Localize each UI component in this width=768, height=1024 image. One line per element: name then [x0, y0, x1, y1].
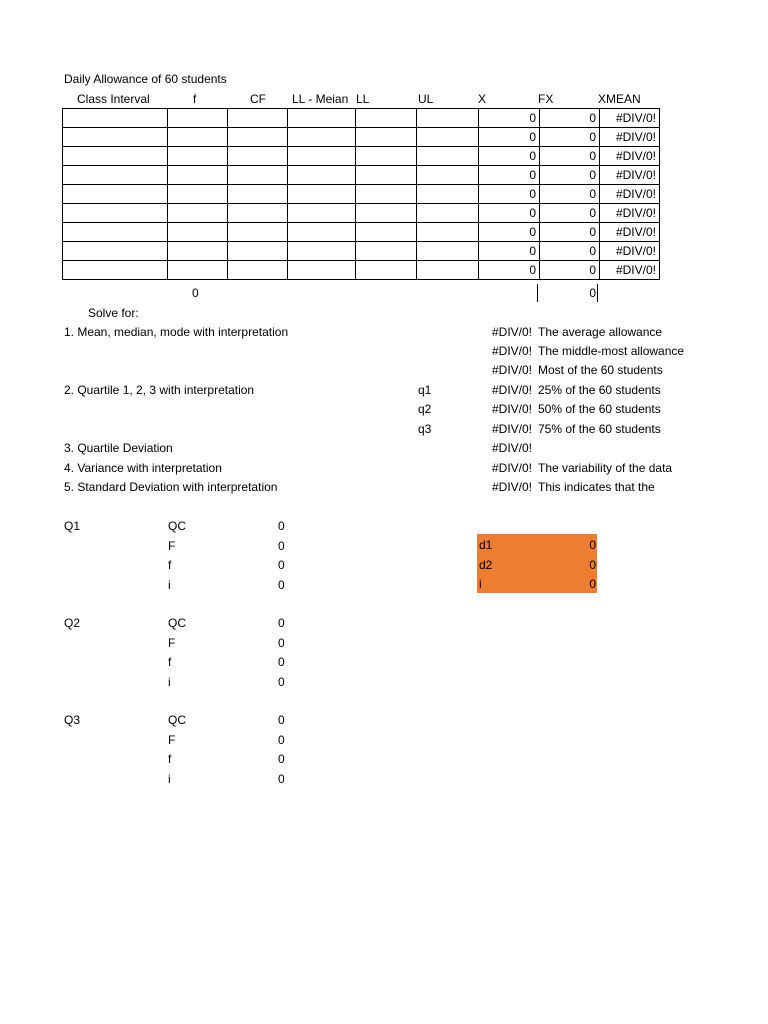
header-xmean: XMEAN — [598, 92, 641, 106]
cell-empty[interactable] — [288, 166, 356, 185]
quartile-value: 0 — [278, 752, 285, 766]
cell-empty[interactable] — [356, 166, 417, 185]
cell-xmean[interactable]: #DIV/0! — [600, 147, 660, 166]
frequency-table — [62, 108, 660, 280]
quartile-value: 0 — [278, 558, 285, 572]
answer-interpretation: This indicates that the — [538, 480, 655, 494]
mode-key: d2 — [479, 557, 493, 572]
answer-interpretation: 25% of the 60 students — [538, 383, 661, 397]
cell-xmean[interactable]: #DIV/0! — [600, 166, 660, 185]
cell-x[interactable]: 0 — [479, 109, 540, 128]
cell-empty[interactable] — [228, 147, 288, 166]
cell-empty[interactable] — [288, 185, 356, 204]
cell-x[interactable]: 0 — [479, 185, 540, 204]
quartile-value: 0 — [278, 674, 285, 689]
answer-interpretation: 50% of the 60 students — [538, 402, 661, 416]
answer-label: q3 — [418, 422, 432, 436]
quartile-value: 0 — [278, 771, 285, 786]
quartile-value: 0 — [278, 655, 285, 669]
cell-empty[interactable] — [417, 185, 479, 204]
table-row — [63, 128, 660, 147]
cell-empty[interactable] — [288, 223, 356, 242]
cell-empty[interactable] — [63, 128, 168, 147]
cell-empty[interactable] — [168, 261, 228, 280]
cell-xmean[interactable]: #DIV/0! — [600, 109, 660, 128]
cell-empty[interactable] — [356, 128, 417, 147]
cell-empty[interactable] — [228, 261, 288, 280]
cell-empty[interactable] — [417, 261, 479, 280]
table-row — [63, 185, 660, 204]
cell-empty[interactable] — [168, 128, 228, 147]
quartile-key: f — [168, 752, 172, 766]
cell-empty[interactable] — [356, 242, 417, 261]
answer-value: #DIV/0! — [492, 344, 533, 358]
mode-value: 0 — [589, 557, 596, 572]
table-row — [63, 242, 660, 261]
cell-empty[interactable] — [417, 166, 479, 185]
cell-empty[interactable] — [63, 185, 168, 204]
answer-label: q1 — [418, 383, 432, 397]
table-row — [63, 147, 660, 166]
question-2: 2. Quartile 1, 2, 3 with interpretation — [64, 383, 255, 397]
cell-xmean[interactable]: #DIV/0! — [600, 185, 660, 204]
quartile-key: f — [168, 655, 172, 669]
total-divider-2 — [597, 284, 598, 302]
table-row — [63, 223, 660, 242]
quartile-name: Q1 — [64, 519, 81, 533]
header-ul: UL — [418, 92, 434, 106]
cell-empty[interactable] — [288, 109, 356, 128]
quartile-key: f — [168, 558, 172, 572]
cell-empty[interactable] — [288, 204, 356, 223]
cell-xmean[interactable]: #DIV/0! — [600, 223, 660, 242]
quartile-value: 0 — [278, 732, 285, 747]
question-1: 1. Mean, median, mode with interpretation — [64, 325, 289, 339]
cell-empty[interactable] — [168, 223, 228, 242]
mode-value: 0 — [589, 538, 596, 552]
quartile-key: F — [168, 732, 176, 747]
answer-value: #DIV/0! — [492, 441, 533, 455]
answer-value: #DIV/0! — [492, 480, 533, 494]
cell-fx[interactable]: 0 — [540, 147, 600, 166]
question-4: 4. Variance with interpretation — [64, 461, 222, 475]
cell-empty[interactable] — [228, 128, 288, 147]
table-row — [63, 204, 660, 223]
header-class-interval: Class Interval — [77, 92, 150, 106]
cell-empty[interactable] — [417, 242, 479, 261]
answer-label: q2 — [418, 402, 432, 416]
cell-empty[interactable] — [288, 128, 356, 147]
cell-empty[interactable] — [417, 204, 479, 223]
cell-x[interactable]: 0 — [479, 242, 540, 261]
cell-empty[interactable] — [228, 185, 288, 204]
cell-xmean[interactable]: #DIV/0! — [600, 242, 660, 261]
cell-empty[interactable] — [63, 242, 168, 261]
quartile-value: 0 — [278, 538, 285, 553]
cell-empty[interactable] — [356, 261, 417, 280]
table-row — [63, 261, 660, 280]
cell-x[interactable]: 0 — [479, 166, 540, 185]
header-ll: LL — [356, 92, 370, 106]
cell-xmean[interactable]: #DIV/0! — [600, 204, 660, 223]
cell-empty[interactable] — [417, 128, 479, 147]
quartile-value: 0 — [278, 519, 285, 533]
cell-empty[interactable] — [356, 147, 417, 166]
table-row — [63, 166, 660, 185]
quartile-name: Q2 — [64, 616, 81, 630]
cell-x[interactable]: 0 — [479, 223, 540, 242]
cell-x[interactable]: 0 — [479, 128, 540, 147]
answer-interpretation: The variability of the data — [538, 461, 673, 475]
cell-empty[interactable] — [168, 109, 228, 128]
cell-empty[interactable] — [228, 242, 288, 261]
question-5: 5. Standard Deviation with interpretation — [64, 480, 278, 494]
cell-empty[interactable] — [63, 166, 168, 185]
cell-empty[interactable] — [168, 204, 228, 223]
quartile-value: 0 — [278, 577, 285, 592]
quartile-key: QC — [168, 713, 186, 727]
cell-empty[interactable] — [228, 204, 288, 223]
solve-for-label: Solve for: — [88, 306, 139, 320]
quartile-key: QC — [168, 519, 186, 533]
header-f: f — [193, 92, 197, 106]
cell-empty[interactable] — [417, 147, 479, 166]
mode-key: i — [479, 577, 482, 591]
answer-interpretation: 75% of the 60 students — [538, 422, 661, 436]
quartile-key: i — [168, 577, 171, 592]
cell-xmean[interactable]: #DIV/0! — [600, 128, 660, 147]
cell-fx[interactable]: 0 — [540, 223, 600, 242]
cell-empty[interactable] — [417, 109, 479, 128]
cell-empty[interactable] — [63, 109, 168, 128]
cell-empty[interactable] — [63, 223, 168, 242]
answer-value: #DIV/0! — [492, 402, 533, 416]
answer-value: #DIV/0! — [492, 461, 533, 475]
header-fx: FX — [538, 92, 554, 106]
cell-empty[interactable] — [63, 204, 168, 223]
cell-fx[interactable]: 0 — [540, 166, 600, 185]
quartile-key: F — [168, 538, 176, 553]
cell-empty[interactable] — [356, 204, 417, 223]
cell-empty[interactable] — [356, 109, 417, 128]
cell-empty[interactable] — [356, 185, 417, 204]
cell-empty[interactable] — [63, 261, 168, 280]
answer-value: #DIV/0! — [492, 363, 533, 377]
quartile-value: 0 — [278, 713, 285, 727]
cell-xmean[interactable]: #DIV/0! — [600, 261, 660, 280]
quartile-key: i — [168, 771, 171, 786]
total-f: 0 — [192, 286, 199, 300]
cell-empty[interactable] — [168, 147, 228, 166]
cell-empty[interactable] — [288, 242, 356, 261]
cell-empty[interactable] — [168, 185, 228, 204]
header-x: X — [478, 92, 487, 106]
cell-fx[interactable]: 0 — [540, 128, 600, 147]
sheet-title: Daily Allowance of 60 students — [64, 72, 227, 86]
answer-interpretation: The middle-most allowance — [538, 344, 685, 358]
cell-empty[interactable] — [356, 223, 417, 242]
quartile-key: QC — [168, 616, 186, 630]
cell-empty[interactable] — [168, 242, 228, 261]
cell-empty[interactable] — [288, 261, 356, 280]
table-row — [63, 109, 660, 128]
mode-value: 0 — [589, 577, 596, 591]
quartile-key: i — [168, 674, 171, 689]
cell-empty[interactable] — [417, 223, 479, 242]
question-3: 3. Quartile Deviation — [64, 441, 173, 455]
cell-empty[interactable] — [228, 223, 288, 242]
cell-empty[interactable] — [168, 166, 228, 185]
cell-empty[interactable] — [228, 166, 288, 185]
cell-fx[interactable]: 0 — [540, 204, 600, 223]
answer-value: #DIV/0! — [492, 422, 533, 436]
quartile-name: Q3 — [64, 713, 81, 727]
header-ll-median: LL - Meian — [292, 92, 349, 106]
cell-empty[interactable] — [228, 109, 288, 128]
quartile-value: 0 — [278, 635, 285, 650]
cell-fx[interactable]: 0 — [540, 185, 600, 204]
quartile-key: F — [168, 635, 176, 650]
mode-key: d1 — [479, 538, 493, 552]
answer-interpretation: Most of the 60 students — [538, 363, 663, 377]
cell-fx[interactable]: 0 — [540, 109, 600, 128]
cell-fx[interactable]: 0 — [540, 242, 600, 261]
answer-value: #DIV/0! — [492, 325, 533, 339]
header-cf: CF — [250, 92, 266, 106]
answer-interpretation: The average allowance — [538, 325, 663, 339]
total-fx: 0 — [589, 286, 596, 300]
answer-value: #DIV/0! — [492, 383, 533, 397]
cell-x[interactable]: 0 — [479, 147, 540, 166]
cell-empty[interactable] — [63, 147, 168, 166]
cell-x[interactable]: 0 — [479, 204, 540, 223]
cell-fx[interactable]: 0 — [540, 261, 600, 280]
cell-x[interactable]: 0 — [479, 261, 540, 280]
cell-empty[interactable] — [288, 147, 356, 166]
quartile-value: 0 — [278, 616, 285, 630]
